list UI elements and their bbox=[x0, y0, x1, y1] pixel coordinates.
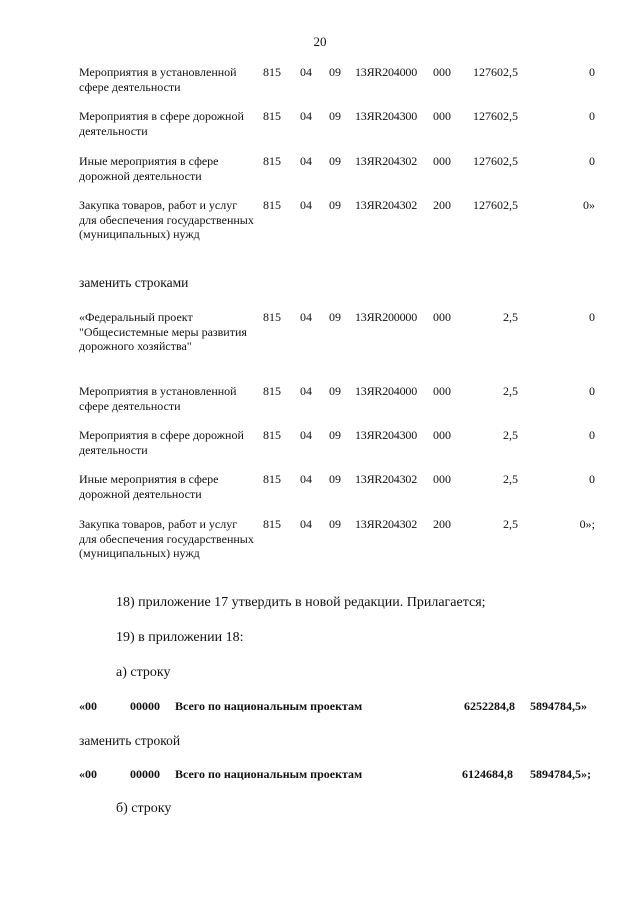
row-name: Мероприятия в установленной сфере деятельности bbox=[79, 384, 237, 413]
total-code-1: «00 bbox=[79, 699, 97, 713]
rz-cell: 04 bbox=[300, 65, 312, 79]
pr-cell: 09 bbox=[329, 198, 341, 212]
vr-cell: 000 bbox=[433, 109, 451, 123]
pr-cell: 09 bbox=[329, 472, 341, 486]
row-name: Иные мероприятия в сфере дорожной деятельности bbox=[79, 154, 219, 183]
rz-cell: 04 bbox=[300, 428, 312, 442]
total-code-2: 00000 bbox=[130, 767, 160, 781]
grbs-cell: 815 bbox=[263, 109, 281, 123]
sum1-cell: 2,5 bbox=[503, 428, 518, 442]
row-name: Мероприятия в сфере дорожной деятельности bbox=[79, 428, 244, 457]
vr-cell: 000 bbox=[433, 310, 451, 324]
csr-cell: 13ЯR204000 bbox=[355, 384, 418, 398]
csr-cell: 13ЯR204302 bbox=[355, 472, 418, 486]
grbs-cell: 815 bbox=[263, 65, 281, 79]
row-name: Закупка товаров, работ и услуг для обеспечения государственных (муниципальных) нужд bbox=[79, 198, 254, 242]
csr-cell: 13ЯR204300 bbox=[355, 109, 418, 123]
vr-cell: 000 bbox=[433, 65, 451, 79]
total-label: Всего по национальным проектам bbox=[175, 699, 363, 713]
paragraph-a: а) строку bbox=[116, 665, 171, 680]
csr-cell: 13ЯR204300 bbox=[355, 428, 418, 442]
sum1-cell: 2,5 bbox=[503, 310, 518, 324]
grbs-cell: 815 bbox=[263, 154, 281, 168]
csr-cell: 13ЯR200000 bbox=[355, 310, 418, 324]
pr-cell: 09 bbox=[329, 65, 341, 79]
sum2-cell: 0 bbox=[589, 154, 595, 168]
rz-cell: 04 bbox=[300, 384, 312, 398]
sum1-cell: 127602,5 bbox=[473, 198, 518, 212]
rz-cell: 04 bbox=[300, 310, 312, 324]
pr-cell: 09 bbox=[329, 154, 341, 168]
total-code-2: 00000 bbox=[130, 699, 160, 713]
total-value-2: 5894784,5» bbox=[530, 699, 587, 713]
paragraph-18: 18) приложение 17 утвердить в новой редакции. Прилагается; bbox=[116, 595, 486, 610]
sum1-cell: 2,5 bbox=[503, 384, 518, 398]
csr-cell: 13ЯR204000 bbox=[355, 65, 418, 79]
sum2-cell: 0» bbox=[583, 198, 595, 212]
sum1-cell: 127602,5 bbox=[473, 109, 518, 123]
sum1-cell: 127602,5 bbox=[473, 154, 518, 168]
rz-cell: 04 bbox=[300, 109, 312, 123]
vr-cell: 000 bbox=[433, 428, 451, 442]
total-label: Всего по национальным проектам bbox=[175, 767, 363, 781]
rz-cell: 04 bbox=[300, 472, 312, 486]
row-name: Мероприятия в сфере дорожной деятельности bbox=[79, 109, 244, 138]
paragraph-19: 19) в приложении 18: bbox=[116, 630, 244, 645]
total-value-2: 5894784,5»; bbox=[530, 767, 591, 781]
pr-cell: 09 bbox=[329, 384, 341, 398]
rz-cell: 04 bbox=[300, 198, 312, 212]
csr-cell: 13ЯR204302 bbox=[355, 154, 418, 168]
sum2-cell: 0 bbox=[589, 310, 595, 324]
vr-cell: 000 bbox=[433, 154, 451, 168]
csr-cell: 13ЯR204302 bbox=[355, 198, 418, 212]
sum2-cell: 0 bbox=[589, 428, 595, 442]
vr-cell: 200 bbox=[433, 198, 451, 212]
row-name: Закупка товаров, работ и услуг для обеспечения государственных (муниципальных) нужд bbox=[79, 517, 254, 561]
grbs-cell: 815 bbox=[263, 517, 281, 531]
page-number: 20 bbox=[313, 34, 327, 49]
sum1-cell: 127602,5 bbox=[473, 65, 518, 79]
csr-cell: 13ЯR204302 bbox=[355, 517, 418, 531]
paragraph-b: б) строку bbox=[116, 801, 172, 816]
vr-cell: 000 bbox=[433, 472, 451, 486]
sum2-cell: 0»; bbox=[579, 517, 595, 531]
sum2-cell: 0 bbox=[589, 109, 595, 123]
row-name: Иные мероприятия в сфере дорожной деятельности bbox=[79, 472, 219, 501]
grbs-cell: 815 bbox=[263, 198, 281, 212]
total-value-1: 6124684,8 bbox=[462, 767, 513, 781]
row-name: Мероприятия в установленной сфере деятельности bbox=[79, 65, 237, 94]
grbs-cell: 815 bbox=[263, 472, 281, 486]
rz-cell: 04 bbox=[300, 517, 312, 531]
vr-cell: 000 bbox=[433, 384, 451, 398]
row-name: «Федеральный проект "Общесистемные меры развития дорожного хозяйства" bbox=[79, 310, 247, 354]
sum2-cell: 0 bbox=[589, 472, 595, 486]
total-code-1: «00 bbox=[79, 767, 97, 781]
vr-cell: 200 bbox=[433, 517, 451, 531]
rz-cell: 04 bbox=[300, 154, 312, 168]
grbs-cell: 815 bbox=[263, 428, 281, 442]
pr-cell: 09 bbox=[329, 109, 341, 123]
sum2-cell: 0 bbox=[589, 65, 595, 79]
pr-cell: 09 bbox=[329, 310, 341, 324]
pr-cell: 09 bbox=[329, 428, 341, 442]
sum1-cell: 2,5 bbox=[503, 517, 518, 531]
sum2-cell: 0 bbox=[589, 384, 595, 398]
grbs-cell: 815 bbox=[263, 310, 281, 324]
sum1-cell: 2,5 bbox=[503, 472, 518, 486]
replace-with-row-text: заменить строкой bbox=[79, 733, 181, 748]
pr-cell: 09 bbox=[329, 517, 341, 531]
replace-with-rows-text: заменить строками bbox=[79, 275, 189, 290]
grbs-cell: 815 bbox=[263, 384, 281, 398]
total-value-1: 6252284,8 bbox=[464, 699, 515, 713]
